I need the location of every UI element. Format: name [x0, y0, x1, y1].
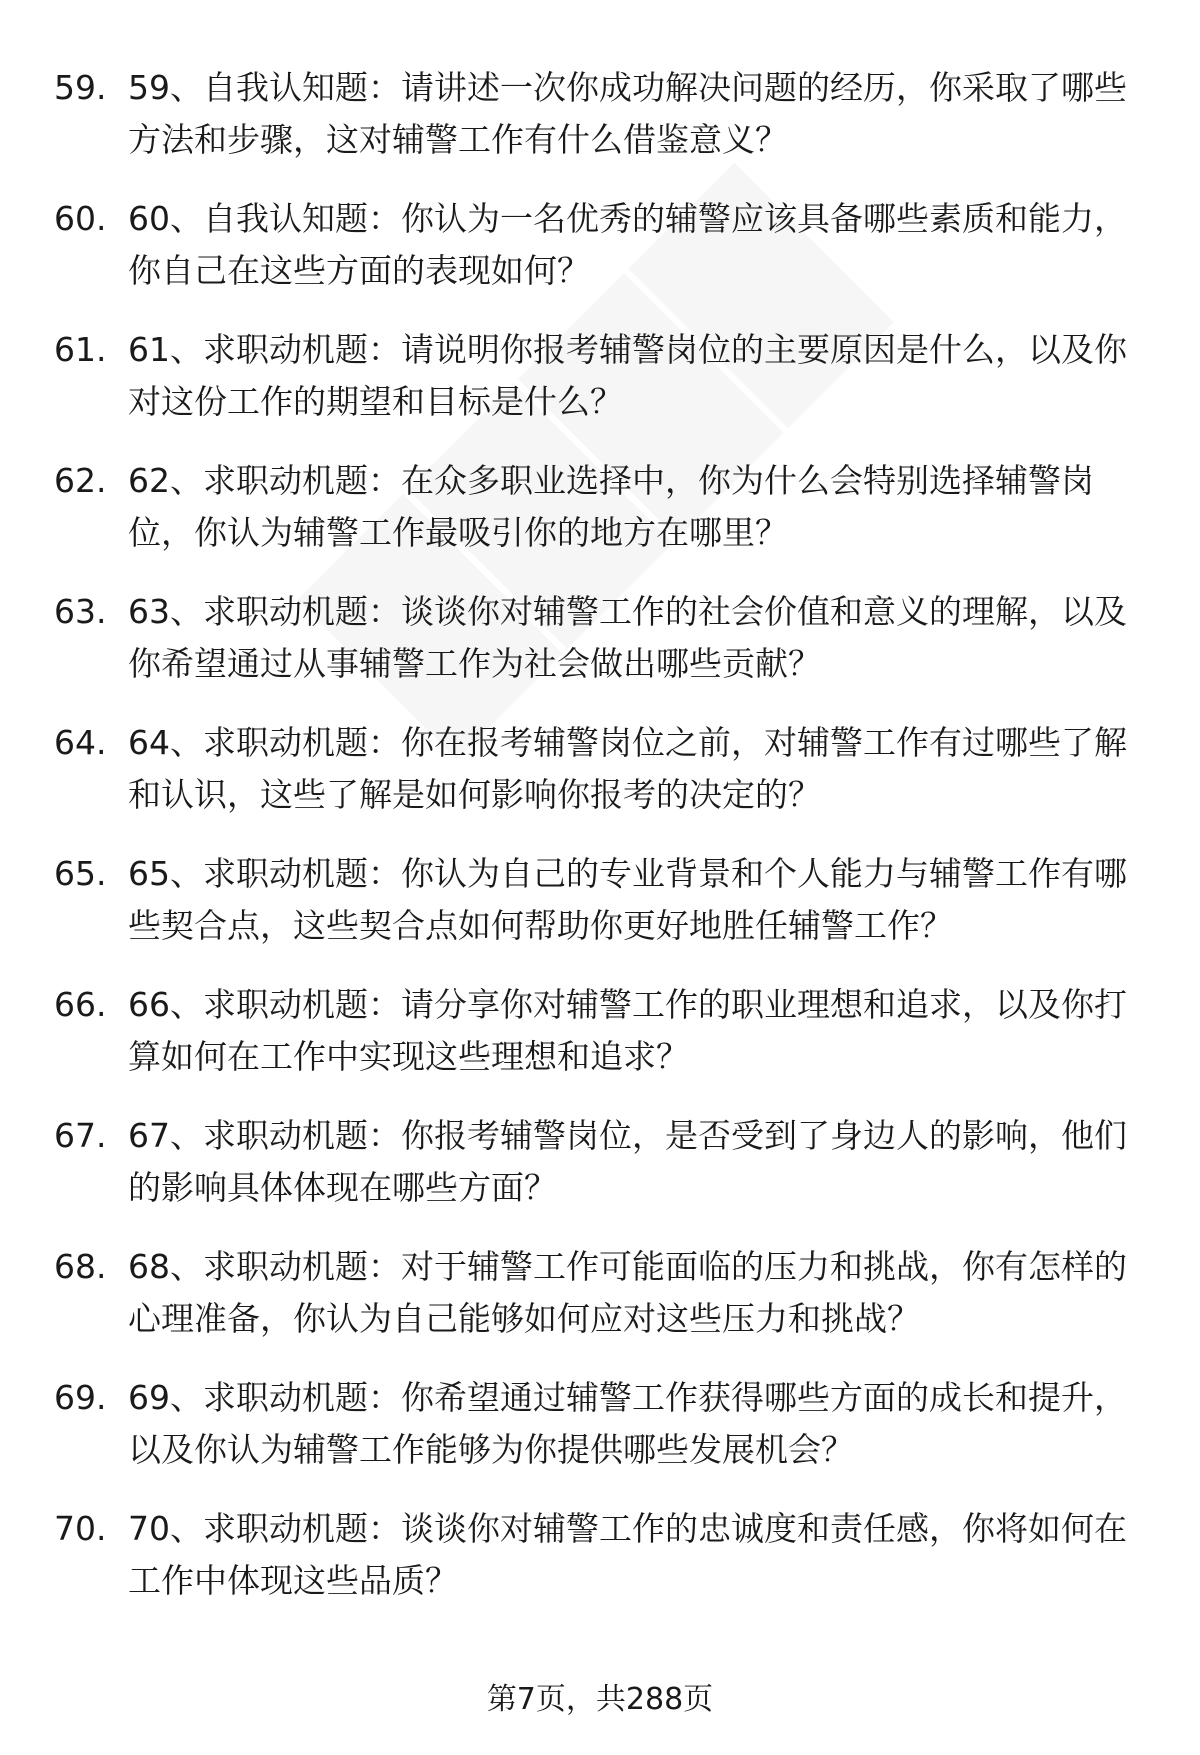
question-item — [0, 1358, 1200, 1489]
question-item — [0, 965, 1200, 1096]
question-text: 64、求职动机题：你在报考辅警岗位之前，对辅警工作有过哪些了解和认识，这些了解是如何影响你报考的决定的？ — [128, 723, 1127, 814]
question-text: 61、求职动机题：请说明你报考辅警岗位的主要原因是什么，以及你对这份工作的期望和目标是什么？ — [128, 330, 1127, 421]
page-number-label: 第7页，共288页 — [486, 1682, 714, 1717]
question-text: 62、求职动机题：在众多职业选择中，你为什么会特别选择辅警岗位，你认为辅警工作最吸引你的地方在哪里？ — [128, 461, 1094, 552]
question-number: 67. — [54, 1116, 107, 1155]
page-footer — [0, 1680, 1200, 1720]
question-number: 61. — [54, 330, 107, 369]
question-number: 63. — [54, 592, 107, 631]
question-item — [0, 179, 1200, 310]
question-text: 68、求职动机题：对于辅警工作可能面临的压力和挑战，你有怎样的心理准备，你认为自己能够如何应对这些压力和挑战？ — [128, 1247, 1127, 1338]
question-item — [0, 48, 1200, 179]
question-text: 70、求职动机题：谈谈你对辅警工作的忠诚度和责任感，你将如何在工作中体现这些品质？ — [128, 1509, 1127, 1600]
question-text: 60、自我认知题：你认为一名优秀的辅警应该具备哪些素质和能力，你自己在这些方面的表现如何？ — [128, 199, 1127, 290]
question-item — [0, 441, 1200, 572]
question-item — [0, 1096, 1200, 1227]
question-number: 66. — [54, 985, 107, 1024]
question-number: 64. — [54, 723, 107, 762]
question-number: 70. — [54, 1509, 107, 1548]
question-item — [0, 1489, 1200, 1620]
question-number: 62. — [54, 461, 107, 500]
question-item — [0, 1227, 1200, 1358]
question-number: 65. — [54, 854, 107, 893]
question-text: 59、自我认知题：请讲述一次你成功解决问题的经历，你采取了哪些方法和步骤，这对辅警工作有什么借鉴意义？ — [128, 68, 1127, 159]
question-number: 68. — [54, 1247, 107, 1286]
question-number: 69. — [54, 1378, 107, 1417]
question-item — [0, 703, 1200, 834]
question-text: 67、求职动机题：你报考辅警岗位，是否受到了身边人的影响，他们的影响具体体现在哪些方面？ — [128, 1116, 1127, 1207]
question-item — [0, 834, 1200, 965]
question-text: 66、求职动机题：请分享你对辅警工作的职业理想和追求，以及你打算如何在工作中实现这些理想和追求？ — [128, 985, 1127, 1076]
question-number: 59. — [54, 68, 107, 107]
question-number: 60. — [54, 199, 107, 238]
question-text: 69、求职动机题：你希望通过辅警工作获得哪些方面的成长和提升，以及你认为辅警工作能够为你提供哪些发展机会？ — [128, 1378, 1127, 1469]
question-item — [0, 310, 1200, 441]
question-text: 63、求职动机题：谈谈你对辅警工作的社会价值和意义的理解，以及你希望通过从事辅警工作为社会做出哪些贡献？ — [128, 592, 1127, 683]
question-list — [0, 48, 1200, 1620]
question-item — [0, 572, 1200, 703]
question-text: 65、求职动机题：你认为自己的专业背景和个人能力与辅警工作有哪些契合点，这些契合点如何帮助你更好地胜任辅警工作？ — [128, 854, 1127, 945]
